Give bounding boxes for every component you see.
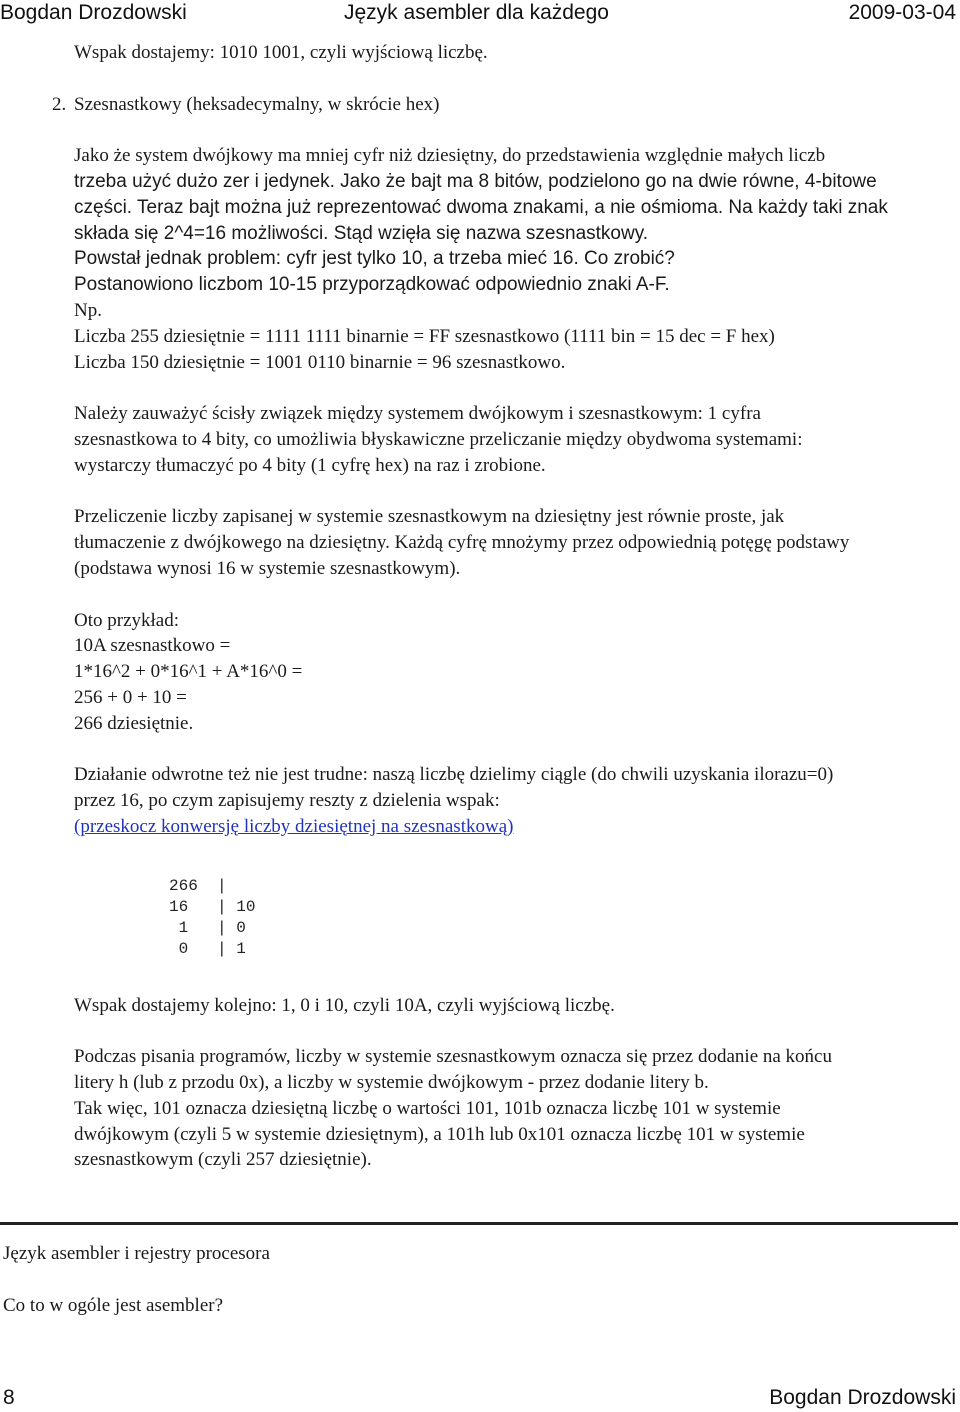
example-block [74, 608, 944, 737]
hex-intro-paragraph [74, 143, 944, 375]
list-item-hex [52, 92, 944, 118]
relation-paragraph [74, 401, 944, 478]
text-line: tłumaczenie z dwójkowego na dziesiętny. Każdą cyfrę mnożymy przez odpowiednią potęgę podstawy [74, 532, 850, 554]
text-line: 10A szesnastkowo = [74, 635, 231, 657]
text-line: szesnastkowa to 4 bity, co umożliwia błyskawiczne przeliczanie między obydwoma systemami: [74, 428, 803, 450]
intro-paragraph: Wspak dostajemy: 1010 1001, czyli wyjściową liczbę. [74, 42, 488, 63]
text-line: Postanowiono liczbom 10-15 przyporządkować odpowiednio znaki A-F. [74, 274, 670, 296]
next-chapter-link[interactable]: Język asembler i rejestry procesora [3, 1243, 270, 1264]
page-header [0, 0, 960, 28]
previous-chapter-link[interactable]: Co to w ogóle jest asembler? [3, 1295, 224, 1316]
list-item-number: 2. [52, 93, 67, 115]
text-line: 256 + 0 + 10 = [74, 686, 187, 708]
text-line: Powstał jednak problem: cyfr jest tylko 10, a trzeba mieć 16. Co zrobić? [74, 248, 675, 270]
text-line: szesnastkowym (czyli 257 dziesiętnie). [74, 1149, 372, 1171]
header-date: 2009-03-04 [848, 1, 956, 24]
text-line: składa się 2^4=16 możliwości. Stąd wzięła się nazwa szesnastkowy. [74, 222, 649, 244]
document-body [52, 40, 944, 1173]
text-line: przez 16, po czym zapisujemy reszty z dzielenia wspak: [74, 790, 500, 812]
division-table [169, 876, 944, 960]
page-number: 8 [3, 1386, 15, 1409]
text-line: 1*16^2 + 0*16^1 + A*16^0 = [74, 661, 303, 683]
header-author: Bogdan Drozdowski [0, 1, 187, 24]
text-line: trzeba użyć dużo zer i jedynek. Jako że bajt ma 8 bitów, podzielono go na dwie równe, 4-bitowe [74, 170, 877, 192]
text-line: Tak więc, 101 oznacza dziesiętną liczbę o wartości 101, 101b oznacza liczbę 101 w systemie [74, 1097, 781, 1119]
page-footer [0, 1385, 960, 1411]
division-row: 266 | [169, 876, 227, 895]
text-line: Podczas pisania programów, liczby w systemie szesnastkowym oznacza się przez dodanie na końcu [74, 1046, 832, 1068]
text-line: Działanie odwrotne też nie jest trudne: naszą liczbę dzielimy ciągle (do chwili uzyskania ilorazu=0) [74, 764, 834, 786]
section-heading-hex: Szesnastkowy (heksadecymalny, w skrócie hex) [74, 93, 440, 115]
division-row: 1 | 0 [169, 918, 246, 937]
text-line: dwójkowym (czyli 5 w systemie dziesiętnym), a 101h lub 0x101 oznacza liczbę 101 w systemie [74, 1123, 805, 1145]
conversion-paragraph [74, 504, 944, 581]
reverse-paragraph [74, 762, 944, 839]
text-line: wystarczy tłumaczyć po 4 bity (1 cyfrę hex) na raz i zrobione. [74, 454, 546, 476]
division-row: 16 | 10 [169, 897, 256, 916]
text-line: Oto przykład: [74, 609, 180, 631]
text-line: Jako że system dwójkowy ma mniej cyfr niż dziesiętny, do przedstawienia względnie małych liczb [74, 145, 826, 167]
text-line: Liczba 150 dziesiętnie = 1001 0110 binarnie = 96 szesnastkowo. [74, 351, 566, 373]
text-line: Należy zauważyć ścisły związek między systemem dwójkowym i szesnastkowym: 1 cyfra [74, 403, 761, 425]
header-title: Język asembler dla każdego [344, 1, 609, 24]
text-line: Np. [74, 299, 102, 321]
text-line: Liczba 255 dziesiętnie = 1111 1111 binarnie = FF szesnastkowo (1111 bin = 15 dec = F hex) [74, 325, 775, 347]
text-line: części. Teraz bajt można już reprezentować dwoma znakami, a nie ośmioma. Na każdy taki znak [74, 196, 888, 218]
division-row: 0 | 1 [169, 939, 246, 958]
skip-conversion-link[interactable]: (przeskocz konwersję liczby dziesiętnej na szesnastkową) [74, 815, 514, 837]
result-paragraph: Wspak dostajemy kolejno: 1, 0 i 10, czyli 10A, czyli wyjściową liczbę. [74, 994, 615, 1016]
notation-paragraph [74, 1044, 944, 1173]
text-line: litery h (lub z przodu 0x), a liczby w systemie dwójkowym - przez dodanie litery b. [74, 1072, 709, 1094]
text-line: 266 dziesiętnie. [74, 712, 194, 734]
horizontal-rule [0, 1222, 958, 1225]
footer-author: Bogdan Drozdowski [769, 1386, 956, 1409]
text-line: Przeliczenie liczby zapisanej w systemie szesnastkowym na dziesiętny jest równie proste, jak [74, 506, 785, 528]
text-line: (podstawa wynosi 16 w systemie szesnastkowym). [74, 557, 461, 579]
